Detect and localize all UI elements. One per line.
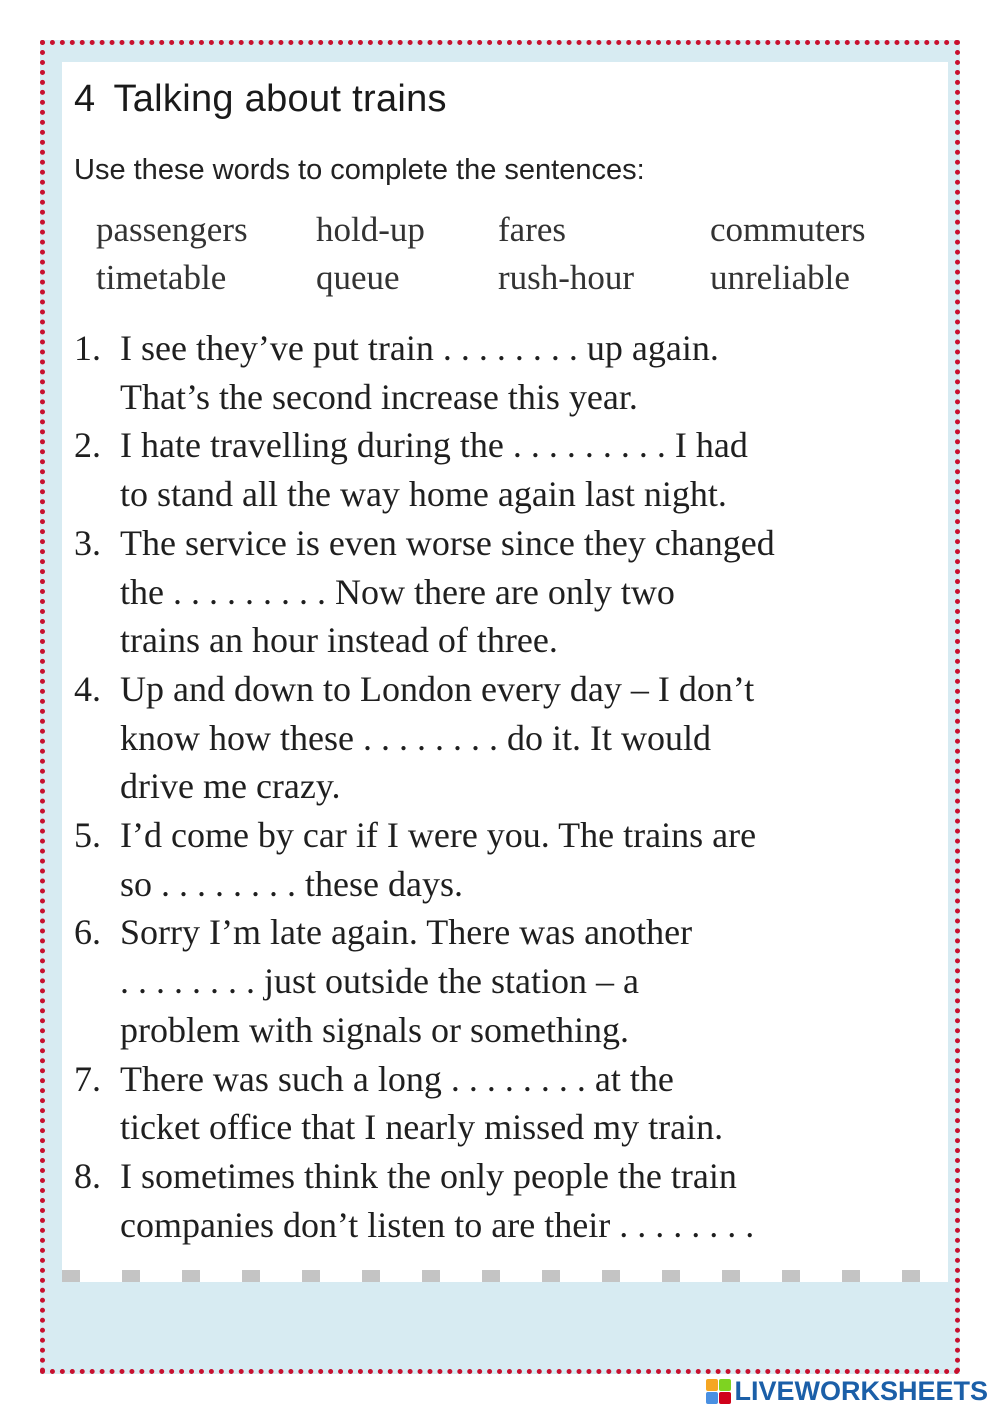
cut-off-text-line — [62, 1270, 948, 1282]
sentence-number: 8. — [74, 1155, 101, 1196]
sentence-text: There was such a long . . . . . . . . at the ticket office that I nearly missed my train. — [120, 1058, 724, 1148]
word-bank-item: fares — [498, 210, 567, 249]
logo-square — [706, 1392, 718, 1404]
exercise-number: 4 — [74, 78, 96, 120]
sentence-number: 4. — [74, 668, 101, 709]
sentence-item — [74, 421, 944, 518]
word-bank-item: rush-hour — [498, 258, 635, 297]
sentence-text: The service is even worse since they changed the . . . . . . . . . Now there are only two trains an hour instead of three. — [120, 522, 775, 661]
sentence-text: I sometimes think the only people the train companies don’t listen to are their . . . . . . . . — [120, 1155, 755, 1245]
sentence-item — [74, 324, 944, 421]
liveworksheets-logo-text: LIVEWORKSHEETS — [734, 1376, 988, 1406]
liveworksheets-logo[interactable] — [706, 1376, 988, 1407]
sentence-number: 6. — [74, 912, 101, 953]
sentence-number: 7. — [74, 1058, 101, 1099]
liveworksheets-logo-icon — [706, 1379, 731, 1404]
exercise-title — [74, 78, 447, 121]
sentence-item — [74, 519, 944, 665]
sentence-number: 3. — [74, 522, 101, 563]
word-bank-item: unreliable — [710, 258, 850, 297]
sentence-text: I see they’ve put train . . . . . . . . up again. That’s the second increase this year. — [120, 328, 719, 417]
sentence-item — [74, 1152, 944, 1249]
exercise-title-text: Talking about trains — [113, 78, 447, 120]
sentence-text: I’d come by car if I were you. The trains are so . . . . . . . . these days. — [120, 815, 757, 904]
sentence-text: Sorry I’m late again. There was another . . . . . . . . just outside the station – a problem with signals or something. — [120, 912, 693, 1050]
sentence-item — [74, 665, 944, 811]
word-bank-item: hold-up — [316, 210, 425, 249]
logo-square — [719, 1392, 731, 1404]
sentence-list — [74, 324, 944, 1249]
sentence-number: 2. — [74, 425, 101, 466]
exercise-instruction: Use these words to complete the sentences: — [74, 154, 645, 186]
word-bank-item: timetable — [96, 258, 227, 297]
sentence-item — [74, 1055, 944, 1152]
word-bank-item: commuters — [710, 210, 866, 249]
word-bank-item: passengers — [96, 210, 248, 249]
sentence-number: 1. — [74, 328, 101, 368]
sentence-text: Up and down to London every day – I don’t know how these . . . . . . . . do it. It would drive me crazy. — [120, 668, 755, 807]
sentence-item — [74, 811, 944, 908]
sentence-text: I hate travelling during the . . . . . . . . . I had to stand all the way home again last night. — [120, 425, 748, 515]
worksheet-page — [62, 62, 948, 1282]
logo-square — [719, 1379, 731, 1391]
sentence-number: 5. — [74, 815, 101, 856]
sentence-item — [74, 908, 944, 1054]
word-bank-item: queue — [316, 258, 400, 297]
logo-square — [706, 1379, 718, 1391]
word-bank — [96, 208, 910, 300]
